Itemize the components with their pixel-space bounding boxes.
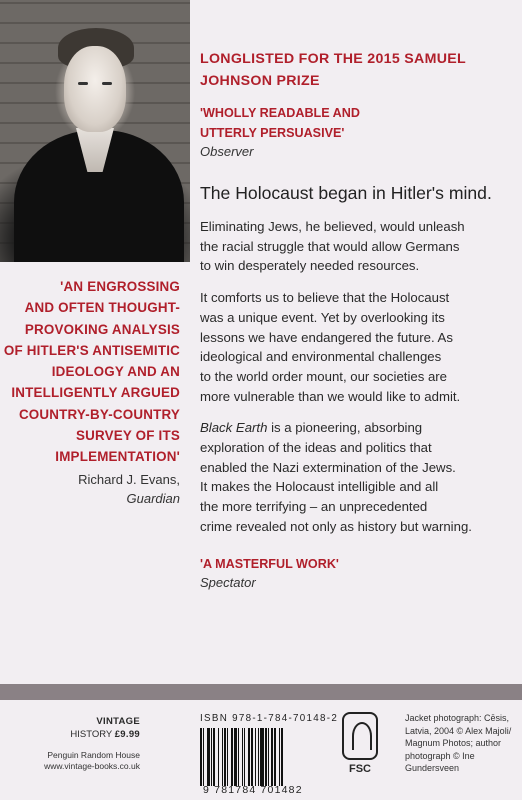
blurb-paragraph-3: Black Earth is a pioneering, absorbing exploration of the ideas and politics that enabled the Nazi extermination of the Jews. It makes the Holocaust intelligible and all the more terrifying – an unprecedented crime revealed not only as history but warning. [200,420,472,534]
left-quote-line: 'AN ENGROSSING [60,279,180,294]
isbn: ISBN 978-1-784-70148-2 [200,713,339,724]
left-quote-line: OF HITLER'S ANTISEMITIC [3,342,180,358]
review-quote-spectator: 'A MASTERFUL WORK' [200,556,339,571]
imprint-block [70,715,140,741]
left-quote-line: SURVEY OF ITS [75,428,180,444]
blurb-column [200,48,522,592]
quote-source: Observer [200,144,254,159]
left-quote-line: IDEOLOGY AND AN [51,364,180,380]
blurb-paragraph-2: It comforts us to believe that the Holocaust was a unique event. Yet by overlooking its lessons we have endangered the future. As ideological and environmental challenges to the world order mount, our societies are more vulnerable than we would like to admit. [200,290,461,404]
left-quote-author: Richard J. Evans, [78,471,180,487]
website: www.vintage-books.co.uk [44,761,140,771]
left-quote-line: IMPLEMENTATION' [55,449,180,465]
back-cover-footer [0,700,522,800]
blurb-paragraph-1: Eliminating Jews, he believed, would unleash the racial struggle that would allow Germans to win desperately needed resources. [200,219,465,274]
photo-credit: Jacket photograph: Cēsis, Latvia, 2004 © Alex Majoli/ Magnum Photos; author photograph © Ine Gundersveen [405,713,512,773]
category: HISTORY [70,729,113,740]
left-quote-line: AND OFTEN THOUGHT- [24,300,180,316]
left-quote-line: COUNTRY-BY-COUNTRY [18,406,180,422]
barcode-number: 9 781784 701482 [203,784,303,796]
blurb-headline: The Holocaust began in Hitler's mind. [200,183,492,203]
author-photo [0,0,190,262]
review-quote-observer: 'WHOLLY READABLE AND UTTERLY PERSUASIVE' [200,106,360,140]
left-review-quote [0,276,180,508]
barcode [200,728,324,786]
quote-source: Spectator [200,575,256,591]
book-title: Black Earth [200,420,268,436]
left-quote-line: PROVOKING ANALYSIS [24,321,180,337]
fsc-badge: FSC [338,712,382,775]
imprint-name: VINTAGE [96,716,140,727]
left-quote-source: Guardian [126,490,180,506]
longlist-banner: LONGLISTED FOR THE 2015 SAMUEL JOHNSON PRIZE [200,51,466,89]
left-quote-line: INTELLIGENTLY ARGUED [11,385,180,401]
publisher-block: Penguin Random House www.vintage-books.co.uk [0,750,140,772]
fsc-tree-icon [342,712,378,760]
divider-band [0,684,522,700]
price: £9.99 [114,729,140,740]
